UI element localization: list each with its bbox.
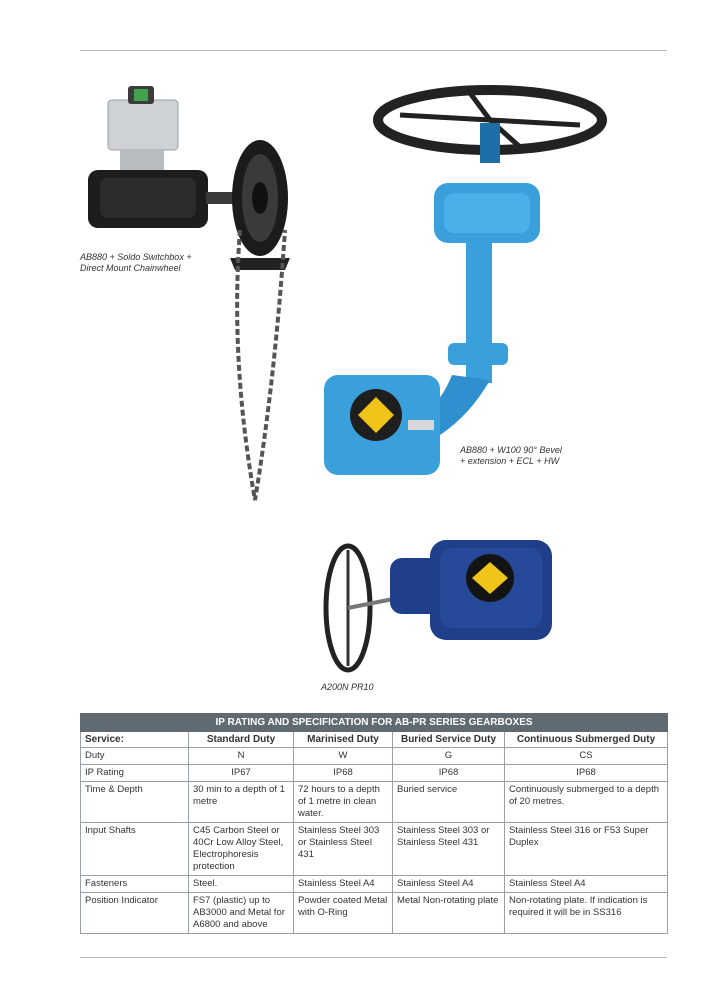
table-cell: 30 min to a depth of 1 metre: [189, 782, 294, 823]
table-cell: Stainless Steel 303 or Stainless Steel 431: [294, 823, 393, 876]
table-cell: IP67: [189, 765, 294, 782]
table-cell: Stainless Steel 316 or F53 Super Duplex: [505, 823, 668, 876]
table-cell: N: [189, 748, 294, 765]
header-continuous-submerged-duty: Continuous Submerged Duty: [505, 732, 668, 748]
table-cell: IP68: [393, 765, 505, 782]
table-row: [81, 876, 668, 893]
table-cell: FS7 (plastic) up to AB3000 and Metal for A6800 and above: [189, 893, 294, 934]
table-cell: Metal Non-rotating plate: [393, 893, 505, 934]
table-row: [81, 823, 668, 876]
table-cell: 72 hours to a depth of 1 metre in clean water.: [294, 782, 393, 823]
bevel-gearbox-photo: [320, 75, 610, 485]
table-cell: Continuously submerged to a depth of 20 metres.: [505, 782, 668, 823]
table-cell: C45 Carbon Steel or 40Cr Low Alloy Steel, Electrophoresis protection: [189, 823, 294, 876]
pr10-gearbox-photo: [318, 528, 558, 673]
table-cell: Stainless Steel A4: [294, 876, 393, 893]
chainwheel-gearbox-photo: [80, 80, 310, 520]
table-row: [81, 765, 668, 782]
table-cell: Steel.: [189, 876, 294, 893]
header-buried-service-duty: Buried Service Duty: [393, 732, 505, 748]
table-row: [81, 893, 668, 934]
row-label: Fasteners: [81, 876, 189, 893]
header-service: Service:: [81, 732, 189, 748]
table-cell: W: [294, 748, 393, 765]
table-cell: CS: [505, 748, 668, 765]
row-label: Position Indicator: [81, 893, 189, 934]
row-label: Duty: [81, 748, 189, 765]
table-header-row: [81, 732, 668, 748]
table-row: [81, 782, 668, 823]
bottom-rule: [80, 957, 667, 958]
table-cell: Stainless Steel 303 or Stainless Steel 431: [393, 823, 505, 876]
table-cell: Stainless Steel A4: [505, 876, 668, 893]
table-cell: Non-rotating plate. If indication is required it will be in SS316: [505, 893, 668, 934]
table-title: IP RATING AND SPECIFICATION FOR AB-PR SERIES GEARBOXES: [81, 714, 668, 732]
table-cell: IP68: [294, 765, 393, 782]
table-cell: G: [393, 748, 505, 765]
header-marinised-duty: Marinised Duty: [294, 732, 393, 748]
table-cell: Stainless Steel A4: [393, 876, 505, 893]
row-label: Input Shafts: [81, 823, 189, 876]
caption-chainwheel: AB880 + Soldo Switchbox + Direct Mount Chainwheel: [80, 252, 192, 273]
table-cell: Buried service: [393, 782, 505, 823]
row-label: IP Rating: [81, 765, 189, 782]
top-rule: [80, 50, 667, 51]
row-label: Time & Depth: [81, 782, 189, 823]
table-row: [81, 748, 668, 765]
caption-pr10: A200N PR10: [321, 682, 374, 692]
caption-bevel: AB880 + W100 90° Bevel + extension + ECL + HW: [460, 445, 562, 466]
spec-table: [80, 713, 668, 934]
header-standard-duty: Standard Duty: [189, 732, 294, 748]
table-cell: IP68: [505, 765, 668, 782]
table-cell: Powder coated Metal with O-Ring: [294, 893, 393, 934]
